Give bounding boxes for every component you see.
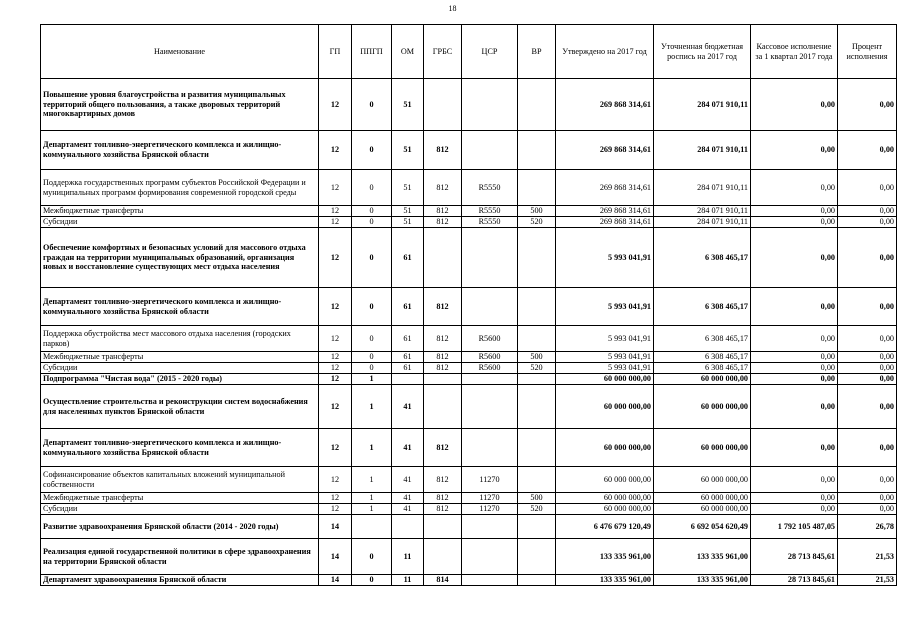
cell-revised: 6 308 465,17 [654,326,751,352]
cell-cash: 0,00 [751,217,838,228]
cell-om: 51 [392,217,424,228]
cell-pgp: 0 [352,170,392,206]
cell-om: 51 [392,131,424,170]
cell-om: 41 [392,493,424,504]
cell-percent: 0,00 [838,374,897,385]
cell-gp: 12 [319,493,352,504]
cell-name: Софинансирование объектов капитальных вложений муниципальной собственности [41,467,319,493]
header-grbs: ГРБС [424,25,462,79]
table-row [41,575,897,586]
cell-vr: 520 [518,504,556,515]
cell-gp: 12 [319,131,352,170]
cell-grbs: 812 [424,467,462,493]
cell-approved: 133 335 961,00 [556,539,654,575]
header-pgp: ППГП [352,25,392,79]
cell-percent: 21,53 [838,575,897,586]
cell-om: 41 [392,467,424,493]
cell-cash: 0,00 [751,352,838,363]
cell-csr: R5550 [462,217,518,228]
cell-revised: 6 308 465,17 [654,288,751,326]
cell-cash: 0,00 [751,288,838,326]
cell-csr: R5550 [462,206,518,217]
cell-gp: 14 [319,539,352,575]
cell-cash: 0,00 [751,493,838,504]
cell-om: 41 [392,504,424,515]
cell-percent: 0,00 [838,228,897,288]
cell-name: Поддержка обустройства мест массового отдыха населения (городских парков) [41,326,319,352]
header-name: Наименование [41,25,319,79]
cell-revised: 60 000 000,00 [654,374,751,385]
cell-grbs: 812 [424,326,462,352]
cell-pgp [352,515,392,539]
cell-approved: 269 868 314,61 [556,206,654,217]
cell-cash: 1 792 105 487,05 [751,515,838,539]
cell-cash: 0,00 [751,206,838,217]
cell-gp: 12 [319,79,352,131]
cell-percent: 21,53 [838,539,897,575]
cell-csr [462,515,518,539]
cell-approved: 269 868 314,61 [556,217,654,228]
cell-gp: 12 [319,228,352,288]
cell-name: Подпрограмма "Чистая вода" (2015 - 2020 годы) [41,374,319,385]
cell-approved: 5 993 041,91 [556,352,654,363]
cell-om [392,374,424,385]
cell-name: Реализация единой государственной политики в сфере здравоохранения на территории Брянской области [41,539,319,575]
cell-pgp: 0 [352,206,392,217]
cell-revised: 284 071 910,11 [654,206,751,217]
cell-approved: 269 868 314,61 [556,131,654,170]
cell-cash: 0,00 [751,170,838,206]
cell-vr: 520 [518,217,556,228]
table-row [41,206,897,217]
cell-approved: 60 000 000,00 [556,493,654,504]
table-row [41,288,897,326]
cell-revised: 284 071 910,11 [654,170,751,206]
table-row [41,228,897,288]
cell-pgp: 0 [352,352,392,363]
cell-om: 51 [392,170,424,206]
cell-pgp: 1 [352,504,392,515]
cell-name: Развитие здравоохранения Брянской области (2014 - 2020 годы) [41,515,319,539]
cell-name: Субсидии [41,504,319,515]
cell-gp: 12 [319,352,352,363]
cell-approved: 60 000 000,00 [556,504,654,515]
header-csr: ЦСР [462,25,518,79]
table-row [41,429,897,467]
cell-vr: 520 [518,363,556,374]
cell-om: 61 [392,288,424,326]
cell-vr [518,288,556,326]
cell-grbs: 812 [424,493,462,504]
table-row [41,352,897,363]
cell-gp: 12 [319,385,352,429]
cell-cash: 0,00 [751,429,838,467]
cell-grbs: 812 [424,429,462,467]
cell-name: Департамент топливно-энергетического комплекса и жилищно-коммунального хозяйства Брянской области [41,288,319,326]
cell-om: 61 [392,352,424,363]
cell-cash: 0,00 [751,79,838,131]
cell-name: Поддержка государственных программ субъектов Российской Федерации и муниципальных программ формирования современной городской среды [41,170,319,206]
cell-grbs: 812 [424,504,462,515]
table-header-row [41,25,897,79]
cell-vr [518,326,556,352]
table-row [41,515,897,539]
cell-csr [462,374,518,385]
cell-pgp: 0 [352,539,392,575]
cell-csr: R5600 [462,352,518,363]
header-approved: Утверждено на 2017 год [556,25,654,79]
cell-csr [462,539,518,575]
cell-gp: 12 [319,363,352,374]
cell-pgp: 1 [352,493,392,504]
header-om: ОМ [392,25,424,79]
cell-grbs: 814 [424,575,462,586]
cell-name: Обеспечение комфортных и безопасных условий для массового отдыха граждан на территории муниципальных образований, организация новых и восстановление существующих мест отдыха населения [41,228,319,288]
cell-grbs: 812 [424,288,462,326]
cell-cash: 0,00 [751,385,838,429]
cell-approved: 133 335 961,00 [556,575,654,586]
cell-grbs: 812 [424,217,462,228]
table-row [41,504,897,515]
cell-pgp: 0 [352,326,392,352]
cell-percent: 0,00 [838,363,897,374]
cell-vr [518,228,556,288]
table-row [41,363,897,374]
cell-vr [518,79,556,131]
cell-vr: 500 [518,352,556,363]
cell-percent: 0,00 [838,352,897,363]
cell-revised: 60 000 000,00 [654,493,751,504]
cell-name: Межбюджетные трансферты [41,493,319,504]
cell-om: 51 [392,206,424,217]
cell-pgp: 0 [352,575,392,586]
cell-cash: 0,00 [751,363,838,374]
cell-name: Осуществление строительства и реконструкции систем водоснабжения для населенных пунктов Брянской области [41,385,319,429]
cell-percent: 0,00 [838,493,897,504]
table-row [41,493,897,504]
cell-revised: 284 071 910,11 [654,131,751,170]
cell-grbs: 812 [424,206,462,217]
cell-vr [518,131,556,170]
header-vr: ВР [518,25,556,79]
cell-pgp: 0 [352,228,392,288]
cell-gp: 12 [319,429,352,467]
cell-percent: 0,00 [838,467,897,493]
cell-cash: 0,00 [751,467,838,493]
cell-gp: 14 [319,575,352,586]
cell-csr [462,228,518,288]
cell-gp: 12 [319,374,352,385]
header-revised: Уточненная бюджетная роспись на 2017 год [654,25,751,79]
cell-vr [518,385,556,429]
cell-csr: 11270 [462,504,518,515]
cell-approved: 60 000 000,00 [556,429,654,467]
cell-name: Межбюджетные трансферты [41,352,319,363]
budget-execution-table [40,24,897,586]
cell-csr [462,131,518,170]
cell-gp: 12 [319,288,352,326]
cell-cash: 28 713 845,61 [751,539,838,575]
cell-cash: 0,00 [751,326,838,352]
cell-revised: 60 000 000,00 [654,467,751,493]
header-cash: Кассовое исполнение за 1 квартал 2017 года [751,25,838,79]
cell-percent: 0,00 [838,326,897,352]
cell-om: 61 [392,228,424,288]
cell-grbs [424,515,462,539]
cell-gp: 14 [319,515,352,539]
cell-name: Департамент здравоохранения Брянской области [41,575,319,586]
cell-gp: 12 [319,170,352,206]
cell-revised: 6 308 465,17 [654,228,751,288]
cell-approved: 269 868 314,61 [556,79,654,131]
cell-cash: 0,00 [751,504,838,515]
table-row [41,170,897,206]
cell-om: 11 [392,539,424,575]
cell-revised: 60 000 000,00 [654,504,751,515]
cell-vr: 500 [518,493,556,504]
cell-approved: 5 993 041,91 [556,288,654,326]
cell-percent: 0,00 [838,504,897,515]
cell-csr [462,288,518,326]
cell-revised: 60 000 000,00 [654,385,751,429]
cell-pgp: 0 [352,363,392,374]
cell-revised: 6 692 054 620,49 [654,515,751,539]
cell-approved: 5 993 041,91 [556,228,654,288]
cell-gp: 12 [319,467,352,493]
cell-om: 51 [392,79,424,131]
cell-grbs [424,539,462,575]
cell-grbs [424,385,462,429]
header-percent: Процент исполнения [838,25,897,79]
cell-approved: 60 000 000,00 [556,374,654,385]
cell-om: 61 [392,363,424,374]
cell-om [392,515,424,539]
cell-percent: 0,00 [838,170,897,206]
cell-csr: R5600 [462,363,518,374]
cell-pgp: 1 [352,385,392,429]
cell-gp: 12 [319,217,352,228]
cell-approved: 6 476 679 120,49 [556,515,654,539]
cell-revised: 6 308 465,17 [654,352,751,363]
cell-cash: 28 713 845,61 [751,575,838,586]
cell-approved: 60 000 000,00 [556,385,654,429]
table-row [41,467,897,493]
cell-vr [518,429,556,467]
cell-approved: 5 993 041,91 [556,363,654,374]
cell-grbs [424,228,462,288]
cell-vr [518,515,556,539]
cell-name: Субсидии [41,363,319,374]
cell-pgp: 0 [352,217,392,228]
cell-percent: 0,00 [838,79,897,131]
cell-csr: R5550 [462,170,518,206]
cell-grbs: 812 [424,131,462,170]
cell-cash: 0,00 [751,228,838,288]
cell-pgp: 0 [352,288,392,326]
cell-revised: 133 335 961,00 [654,539,751,575]
cell-cash: 0,00 [751,131,838,170]
table-row [41,79,897,131]
cell-name: Повышение уровня благоустройства и развития муниципальных территорий общего пользования, а также дворовых территорий многоквартирных домов [41,79,319,131]
cell-csr: 11270 [462,467,518,493]
cell-revised: 133 335 961,00 [654,575,751,586]
table-row [41,539,897,575]
cell-om: 41 [392,385,424,429]
cell-om: 61 [392,326,424,352]
cell-percent: 0,00 [838,131,897,170]
cell-vr: 500 [518,206,556,217]
cell-csr [462,79,518,131]
cell-grbs: 812 [424,363,462,374]
table-row [41,131,897,170]
cell-percent: 0,00 [838,217,897,228]
cell-grbs: 812 [424,352,462,363]
cell-approved: 5 993 041,91 [556,326,654,352]
cell-grbs: 812 [424,170,462,206]
cell-vr [518,374,556,385]
cell-revised: 284 071 910,11 [654,79,751,131]
cell-revised: 6 308 465,17 [654,363,751,374]
cell-percent: 0,00 [838,385,897,429]
cell-vr [518,575,556,586]
cell-vr [518,539,556,575]
page-number: 18 [448,4,457,13]
cell-revised: 284 071 910,11 [654,217,751,228]
cell-pgp: 1 [352,429,392,467]
cell-csr: 11270 [462,493,518,504]
table-row [41,385,897,429]
cell-approved: 269 868 314,61 [556,170,654,206]
cell-csr [462,385,518,429]
table-row [41,326,897,352]
cell-name: Департамент топливно-энергетического комплекса и жилищно-коммунального хозяйства Брянской области [41,429,319,467]
cell-vr [518,170,556,206]
cell-csr: R5600 [462,326,518,352]
cell-pgp: 1 [352,467,392,493]
cell-om: 11 [392,575,424,586]
cell-percent: 0,00 [838,429,897,467]
cell-pgp: 1 [352,374,392,385]
cell-gp: 12 [319,206,352,217]
cell-vr [518,467,556,493]
cell-grbs [424,374,462,385]
cell-om: 41 [392,429,424,467]
cell-pgp: 0 [352,79,392,131]
cell-approved: 60 000 000,00 [556,467,654,493]
cell-percent: 0,00 [838,288,897,326]
table-row [41,217,897,228]
cell-percent: 26,78 [838,515,897,539]
cell-cash: 0,00 [751,374,838,385]
cell-gp: 12 [319,326,352,352]
cell-percent: 0,00 [838,206,897,217]
cell-name: Субсидии [41,217,319,228]
cell-grbs [424,79,462,131]
cell-name: Департамент топливно-энергетического комплекса и жилищно-коммунального хозяйства Брянской области [41,131,319,170]
cell-csr [462,575,518,586]
cell-name: Межбюджетные трансферты [41,206,319,217]
header-gp: ГП [319,25,352,79]
cell-gp: 12 [319,504,352,515]
cell-pgp: 0 [352,131,392,170]
table-row [41,374,897,385]
cell-csr [462,429,518,467]
cell-revised: 60 000 000,00 [654,429,751,467]
